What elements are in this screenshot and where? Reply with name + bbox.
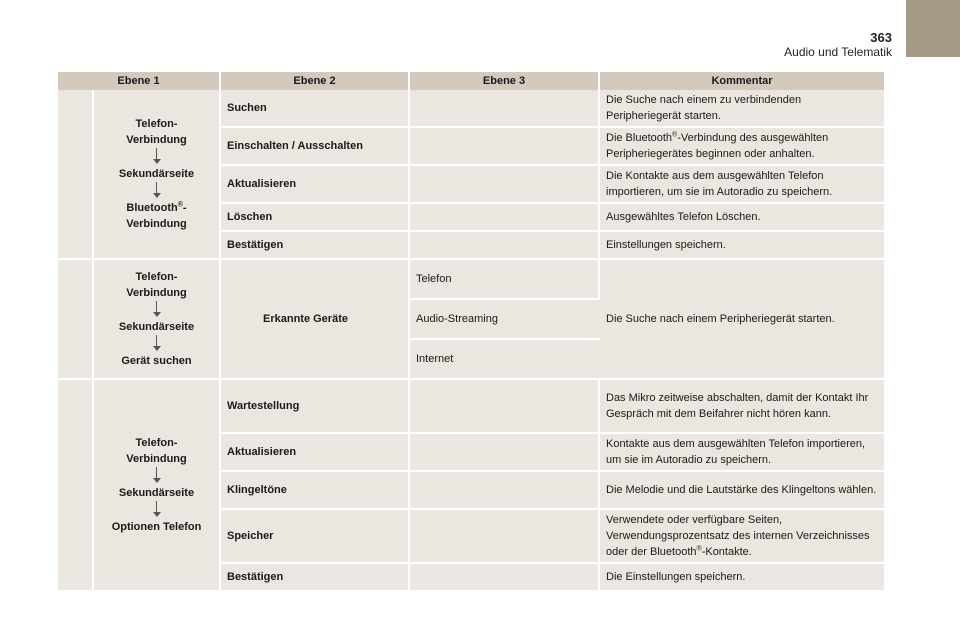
path-step: Telefon- Verbindung xyxy=(126,271,187,299)
table-row xyxy=(58,90,884,128)
arrow-down-icon xyxy=(152,335,162,353)
level3-cell: Internet xyxy=(410,340,600,380)
arrow-down-icon xyxy=(152,467,162,485)
page-number: 363 xyxy=(870,30,892,45)
level1-path xyxy=(94,260,221,380)
comment-cell: Das Mikro zeitweise abschalten, damit der Kontakt Ihr Gespräch mit dem Beifahrer nicht hören kann. xyxy=(600,380,884,434)
comment-cell: Die Suche nach einem Peripheriegerät starten. xyxy=(600,260,884,380)
blank-cell xyxy=(58,260,94,380)
comment-cell: Die Einstellungen speichern. xyxy=(600,564,884,592)
level1-path xyxy=(94,380,221,592)
level2-cell: Klingeltöne xyxy=(221,472,410,510)
arrow-down-icon xyxy=(152,182,162,200)
header-comment: Kommentar xyxy=(600,72,884,90)
level3-cell: Telefon xyxy=(410,260,600,300)
level2-cell: Wartestellung xyxy=(221,380,410,434)
path-step: Telefon- Verbindung xyxy=(126,118,187,146)
level3-cell xyxy=(410,166,600,204)
header-level1: Ebene 1 xyxy=(58,72,221,90)
level3-cell xyxy=(410,90,600,128)
path-step: Sekundärseite xyxy=(118,487,195,499)
path-step: Bluetooth®- Verbindung xyxy=(126,201,187,230)
level2-cell: Suchen xyxy=(221,90,410,128)
level3-cell xyxy=(410,128,600,166)
comment-cell: Die Melodie und die Lautstärke des Klingeltons wählen. xyxy=(600,472,884,510)
page-corner-tab xyxy=(906,0,960,57)
table-row xyxy=(58,260,884,300)
level2-cell: Einschalten / Ausschalten xyxy=(221,128,410,166)
level3-cell xyxy=(410,204,600,232)
level3-cell: Audio-Streaming xyxy=(410,300,600,340)
comment-cell: Einstellungen speichern. xyxy=(600,232,884,260)
level2-cell: Aktualisieren xyxy=(221,166,410,204)
level2-cell: Bestätigen xyxy=(221,232,410,260)
section-title: Audio und Telematik xyxy=(784,45,892,59)
path-step: Gerät suchen xyxy=(121,355,192,367)
path-step: Telefon- Verbindung xyxy=(126,437,187,465)
level2-cell: Speicher xyxy=(221,510,410,564)
arrow-down-icon xyxy=(152,501,162,519)
comment-cell: Verwendete oder verfügbare Seiten, Verwendungsprozentsatz des internen Verzeichnisses oder der Bluetooth®-Kontakte. xyxy=(600,510,884,564)
comment-cell: Die Bluetooth®-Verbindung des ausgewählten Peripheriegerätes beginnen oder anhalten. xyxy=(600,128,884,166)
level3-cell xyxy=(410,472,600,510)
level3-cell xyxy=(410,232,600,260)
comment-cell: Kontakte aus dem ausgewählten Telefon importieren, um sie im Autoradio zu speichern. xyxy=(600,434,884,472)
level2-cell: Erkannte Geräte xyxy=(221,260,410,380)
arrow-down-icon xyxy=(152,301,162,319)
level2-cell: Bestätigen xyxy=(221,564,410,592)
level3-cell xyxy=(410,564,600,592)
blank-cell xyxy=(58,380,94,592)
level3-cell xyxy=(410,434,600,472)
blank-cell xyxy=(58,90,94,260)
table-header-row xyxy=(58,72,884,90)
level2-cell: Aktualisieren xyxy=(221,434,410,472)
level2-cell: Löschen xyxy=(221,204,410,232)
table-row xyxy=(58,380,884,434)
level1-path xyxy=(94,90,221,260)
arrow-down-icon xyxy=(152,148,162,166)
header-level3: Ebene 3 xyxy=(410,72,600,90)
path-step: Sekundärseite xyxy=(118,168,195,180)
level3-cell xyxy=(410,380,600,434)
comment-cell: Ausgewähltes Telefon Löschen. xyxy=(600,204,884,232)
header-level2: Ebene 2 xyxy=(221,72,410,90)
path-step: Optionen Telefon xyxy=(111,521,202,533)
comment-cell: Die Suche nach einem zu verbindenden Peripheriegerät starten. xyxy=(600,90,884,128)
level3-cell xyxy=(410,510,600,564)
comment-cell: Die Kontakte aus dem ausgewählten Telefon importieren, um sie im Autoradio zu speichern. xyxy=(600,166,884,204)
path-step: Sekundärseite xyxy=(118,321,195,333)
menu-table xyxy=(58,72,884,592)
